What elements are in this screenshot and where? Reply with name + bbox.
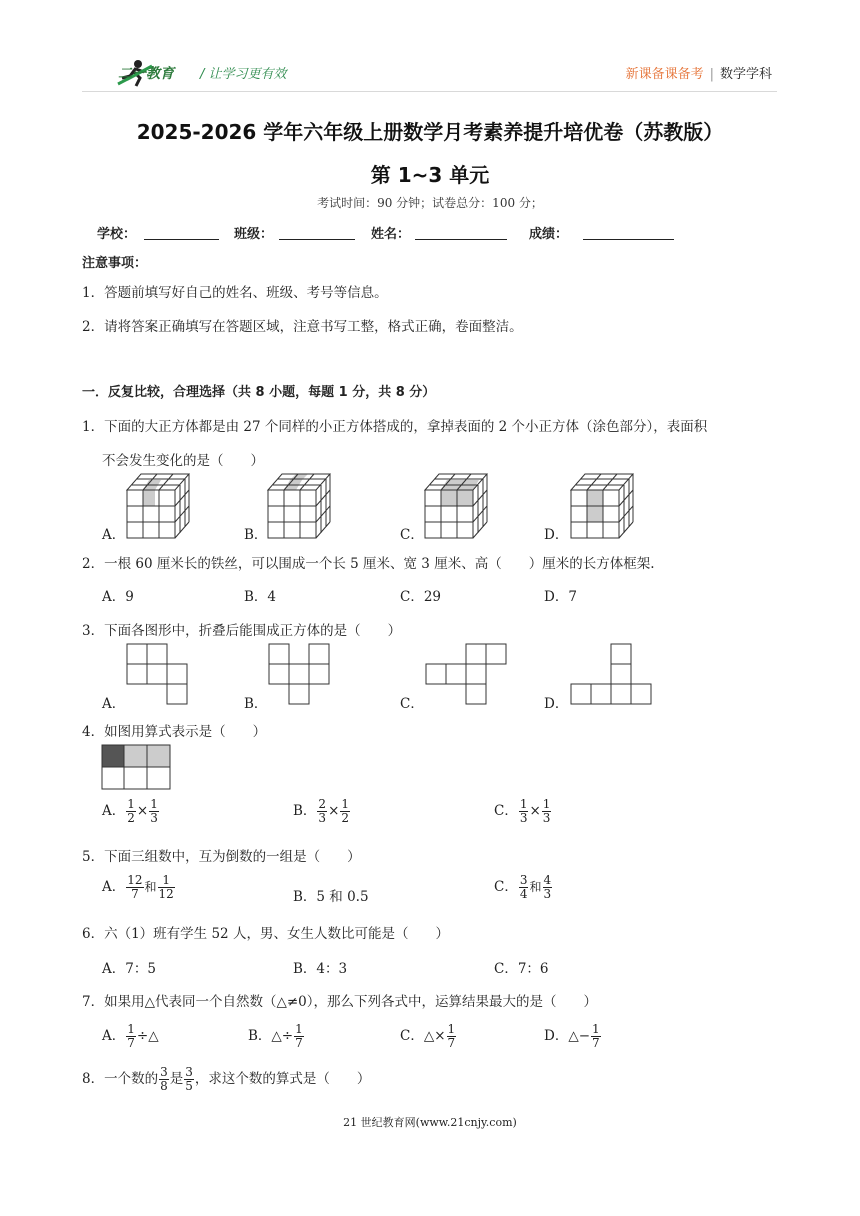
q5-c-den-2: 3 [543, 887, 552, 901]
q4-option-a-label: A． [102, 803, 126, 819]
q7-option-a-label: A． [102, 1028, 126, 1044]
q4-stem: 4．如图用算式表示是（ ） [82, 724, 267, 740]
q2-stem: 2．一根 60 厘米长的铁丝，可以围成一个长 5 厘米、宽 3 厘米、高（ ）厘米的长方体框架. [82, 556, 655, 572]
q1-option-a[interactable]: A． [102, 527, 126, 543]
q7-a-tail: ÷△ [136, 1028, 159, 1044]
notice-item-1: 1．答题前填写好自己的姓名、班级、考号等信息。 [82, 285, 388, 301]
q5-a-den-1: 7 [131, 887, 139, 901]
q4-c-operator: × [529, 803, 541, 819]
q5-c-num-2: 4 [543, 873, 552, 887]
q6-stem: 6．六（1）班有学生 52 人，男、女生人数比可能是（ ） [82, 926, 449, 942]
q8-den-1: 8 [160, 1079, 168, 1093]
q4-option-c[interactable] [494, 798, 552, 825]
page-footer: 21 世纪教育网(www.21cnjy.com) [343, 1116, 517, 1129]
exam-meta: 考试时间：90 分钟；试卷总分：100 分； [317, 196, 543, 210]
q4-option-b[interactable] [293, 798, 351, 825]
q1-cube-b [268, 474, 330, 538]
q7-option-b[interactable] [248, 1023, 305, 1050]
q4-option-b-label: B． [293, 803, 317, 819]
q5-a-frac-2 [158, 874, 175, 901]
q7-option-d-label: D． [544, 1028, 569, 1044]
q4-c-den-1: 3 [519, 811, 528, 825]
q4-fraction-grid [101, 744, 171, 790]
q5-stem: 5．下面三组数中，互为倒数的一组是（ ） [82, 849, 361, 865]
q7-c-frac [447, 1023, 457, 1050]
q4-a-num-1: 1 [127, 797, 135, 811]
q3-net-c [425, 643, 507, 705]
q7-b-head: △÷ [271, 1028, 294, 1044]
q8-den-2: 5 [185, 1079, 193, 1093]
q7-option-b-label: B． [248, 1028, 272, 1044]
q5-a-frac-1 [126, 874, 143, 901]
school-label: 学校： [97, 227, 137, 242]
notice-item-2: 2．请将答案正确填写在答题区域，注意书写工整，格式正确，卷面整洁。 [82, 319, 523, 335]
name-label: 姓名： [371, 227, 411, 242]
q2-option-c[interactable]: C．29 [400, 589, 442, 605]
q5-c-frac-1 [519, 874, 529, 901]
header-subject-tag: 新课备课备考 [625, 67, 704, 82]
q1-stem-line-2: 不会发生变化的是（ ） [102, 453, 264, 469]
q7-option-c[interactable] [400, 1023, 457, 1050]
q7-c-den: 7 [447, 1036, 456, 1050]
q4-a-frac-1 [126, 798, 136, 825]
q5-option-c-label: C． [494, 879, 518, 895]
q7-d-den: 7 [592, 1036, 600, 1050]
q7-b-den: 7 [295, 1036, 303, 1050]
q3-option-b[interactable]: B． [244, 696, 268, 712]
q3-option-c[interactable]: C． [400, 696, 424, 712]
q7-d-frac [591, 1023, 601, 1050]
q1-cube-c [425, 474, 487, 538]
q7-c-head: △× [423, 1028, 446, 1044]
q5-c-frac-2 [543, 874, 553, 901]
q4-a-num-2: 1 [150, 797, 158, 811]
q7-b-frac [294, 1023, 304, 1050]
q6-option-b[interactable]: B．4：3 [293, 961, 348, 977]
q5-c-num-1: 3 [519, 873, 528, 887]
score-label: 成绩： [529, 227, 569, 242]
q4-b-frac-2 [340, 798, 350, 825]
q4-a-frac-2 [149, 798, 159, 825]
q7-d-head: △− [568, 1028, 591, 1044]
q7-option-d[interactable] [544, 1023, 602, 1050]
score-blank[interactable] [583, 225, 674, 240]
name-blank[interactable] [415, 225, 507, 240]
q6-option-a[interactable]: A．7：5 [102, 961, 156, 977]
page-subtitle: 第 1~3 单元 [370, 163, 490, 187]
q7-stem: 7．如果用△代表同一个自然数（△≠0），那么下列各式中，运算结果最大的是（ ） [82, 994, 598, 1010]
q8-stem [82, 1066, 370, 1093]
q5-option-a-label: A． [102, 879, 126, 895]
school-blank[interactable] [144, 225, 219, 240]
q5-a-num-1: 12 [127, 873, 143, 887]
q3-stem: 3．下面各图形中，折叠后能围成正方体的是（ ） [82, 623, 402, 639]
q7-option-a[interactable] [102, 1023, 159, 1050]
q1-cube-d [571, 474, 633, 538]
header-separator: | [709, 67, 714, 82]
logo-text: 二一教育 [118, 66, 174, 82]
q8-frac-2 [184, 1066, 194, 1093]
q5-c-den-1: 4 [519, 887, 528, 901]
q5-a-and: 和 [144, 880, 157, 894]
q4-option-c-label: C． [494, 803, 518, 819]
q8-head: 8．一个数的 [82, 1071, 159, 1087]
q4-a-operator: × [136, 803, 149, 819]
q7-option-c-label: C． [400, 1028, 424, 1044]
header-right [626, 63, 772, 82]
q2-option-a[interactable]: A．9 [102, 589, 134, 605]
notice-heading: 注意事项： [82, 256, 148, 271]
q3-net-a [126, 643, 188, 705]
q6-option-c[interactable]: C．7：6 [494, 961, 549, 977]
q4-b-operator: × [328, 803, 340, 819]
q5-option-c[interactable] [494, 874, 553, 901]
q4-c-num-1: 1 [519, 797, 528, 811]
q4-c-frac-1 [519, 798, 529, 825]
q4-c-num-2: 1 [542, 797, 551, 811]
q4-b-den-2: 2 [341, 811, 350, 825]
q4-c-frac-2 [542, 798, 552, 825]
q1-stem-line-1: 1．下面的大正方体都是由 27 个同样的小正方体搭成的，拿掉表面的 2 个小正方体（涂色部分），表面积 [82, 419, 708, 435]
q7-d-num: 1 [592, 1022, 600, 1036]
q7-b-num: 1 [295, 1022, 303, 1036]
q3-option-a[interactable]: A． [102, 696, 126, 712]
q4-a-den-1: 2 [127, 811, 135, 825]
q7-a-frac [126, 1023, 136, 1050]
q5-option-b[interactable]: B．5 和 0.5 [293, 889, 369, 905]
q1-option-b[interactable]: B． [244, 527, 268, 543]
q1-option-d[interactable]: D． [544, 527, 569, 543]
q7-a-den: 7 [127, 1036, 135, 1050]
q8-mid: 是 [169, 1071, 184, 1087]
q1-cube-a [127, 474, 189, 538]
q3-net-b [268, 643, 330, 705]
q8-num-1: 3 [160, 1065, 168, 1079]
q4-b-num-1: 2 [318, 797, 327, 811]
q3-net-d [570, 643, 652, 705]
q5-option-a[interactable] [102, 874, 176, 901]
page-title: 2025-2026 学年六年级上册数学月考素养提升培优卷（苏教版） [136, 120, 724, 144]
q8-num-2: 3 [185, 1065, 193, 1079]
q5-a-den-2: 12 [158, 887, 174, 901]
q4-b-den-1: 3 [318, 811, 327, 825]
q4-c-den-2: 3 [542, 811, 551, 825]
class-blank[interactable] [279, 225, 355, 240]
q2-option-d[interactable]: D．7 [544, 589, 577, 605]
q1-option-c[interactable]: C． [400, 527, 424, 543]
q2-option-b[interactable]: B．4 [244, 589, 277, 605]
q8-tail: ，求这个数的算式是（ ） [194, 1071, 371, 1087]
header-subject: 数学学科 [719, 67, 772, 82]
header-divider [82, 91, 777, 92]
q4-b-num-2: 1 [341, 797, 350, 811]
q8-frac-1 [159, 1066, 169, 1093]
q3-option-d[interactable]: D． [544, 696, 569, 712]
q5-c-and: 和 [529, 880, 542, 894]
q7-c-num: 1 [447, 1022, 456, 1036]
section-1-heading: 一．反复比较，合理选择（共 8 小题，每题 1 分，共 8 分） [82, 385, 436, 400]
q5-a-num-2: 1 [158, 874, 175, 888]
class-label: 班级： [234, 227, 274, 242]
q4-option-a[interactable] [102, 798, 160, 825]
header-slogan: / 让学习更有效 [200, 67, 287, 82]
q4-b-frac-1 [317, 798, 327, 825]
q4-a-den-2: 3 [150, 811, 158, 825]
q7-a-num: 1 [127, 1022, 135, 1036]
